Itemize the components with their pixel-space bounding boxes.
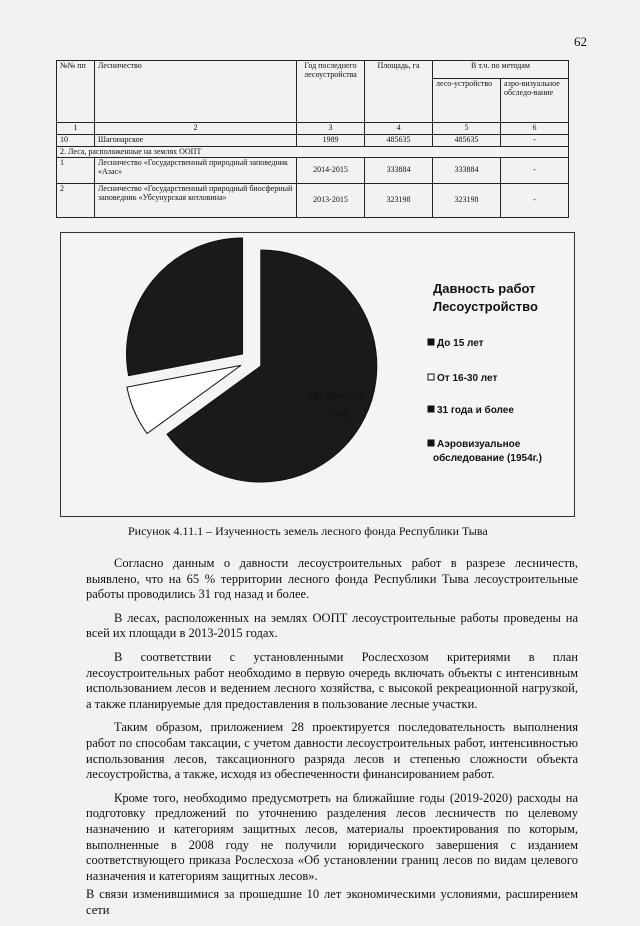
row-name: Лесничество «Государственный природный заповедник «Азас» — [95, 158, 297, 184]
row-num: 2 — [57, 184, 95, 218]
row-name: Лесничество «Государственный природный биосферный заповедник «Убсунурская котловина» — [95, 184, 297, 218]
body-text — [86, 556, 578, 926]
section-title: 2. Леса, расположенные на землях ООПТ — [57, 146, 569, 158]
row-year: 1989 — [297, 134, 365, 146]
col-number: 6 — [501, 123, 569, 135]
header-method-forest: лесо-устройство — [433, 79, 501, 123]
page-number: 62 — [574, 34, 587, 49]
header-method-aero: аэро-визуальное обследо-вание — [501, 79, 569, 123]
table-row — [57, 158, 569, 184]
paragraph: Таким образом, приложением 28 проектируется последовательность выполнения работ по способам таксации, с учетом давности лесоустроительных работ, интенсивностью использования лесов, таксационного разряда лесов и степенью сложности объекта лесоустройства, а также, исходя из обеспеченности финансированием работ. — [86, 720, 578, 782]
legend-swatch-1 — [428, 339, 434, 345]
legend-swatch-4 — [428, 440, 434, 446]
row-area: 323198 — [365, 184, 433, 218]
col-number: 1 — [57, 123, 95, 135]
pie-chart-figure — [60, 232, 575, 517]
figure-caption: Рисунок 4.11.1 – Изученность земель лесного фонда Республики Тыва — [128, 524, 488, 538]
header-area: Площадь, га — [365, 61, 433, 123]
legend-label: Аэровизуальное — [437, 439, 521, 450]
header-num: №№ пп — [57, 61, 95, 123]
row-aero: - — [501, 184, 569, 218]
forestry-table — [56, 60, 569, 218]
row-forest: 333884 — [433, 158, 501, 184]
paragraph: Согласно данным о давности лесоустроительных работ в разрезе лесничеств, выявлено, что на 65 % территории лесного фонда Республики Тыва лесоустроительные работы проводились 31 год назад и более. — [86, 556, 578, 602]
legend-title: Лесоустройство — [433, 299, 538, 314]
table-row — [57, 184, 569, 218]
col-number: 4 — [365, 123, 433, 135]
pie-slice-3 — [127, 238, 243, 376]
header-methods: В т.ч. по методам — [433, 61, 569, 79]
pie-chart — [61, 233, 574, 516]
row-forest: 485635 — [433, 134, 501, 146]
row-area: 333884 — [365, 158, 433, 184]
row-forest: 323198 — [433, 184, 501, 218]
legend-label: обследование (1954г.) — [433, 453, 542, 464]
col-number: 2 — [95, 123, 297, 135]
row-aero: - — [501, 158, 569, 184]
row-year: 2013-2015 — [297, 184, 365, 218]
row-area: 485635 — [365, 134, 433, 146]
paragraph: Кроме того, необходимо предусмотреть на ближайшие годы (2019-2020) расходы на подготовку предложений по уточнению разделения лесов лесничеств по целевому назначению и категориям защитных лесов, материалы проектирования по которым, выполненные в 2008 году не получили юридического завершения с изданием соответствующего приказа Рослесхоза «Об установлении границ лесов по видам целевого назначения и категориям защитных лесов». — [86, 790, 578, 883]
header-forestry: Лесничество — [95, 61, 297, 123]
paragraph: В связи изменившимися за прошедшие 10 лет экономическими условиями, расширением сети — [86, 887, 578, 917]
annotation-area-label: 763,8тыс.га — [307, 391, 364, 402]
table-row — [57, 134, 569, 146]
legend-swatch-2 — [428, 374, 434, 380]
legend-title: Давность работ — [433, 281, 536, 296]
annotation-percent-label: 7% — [333, 410, 348, 421]
row-num: 10 — [57, 134, 95, 146]
col-number: 3 — [297, 123, 365, 135]
col-number: 5 — [433, 123, 501, 135]
legend-label: 31 года и более — [437, 405, 514, 416]
row-year: 2014-2015 — [297, 158, 365, 184]
legend-swatch-3 — [428, 406, 434, 412]
legend-label: От 16-30 лет — [437, 373, 498, 384]
row-name: Шагонарское — [95, 134, 297, 146]
row-aero: - — [501, 134, 569, 146]
legend-label: До 15 лет — [437, 338, 484, 349]
paragraph: В соответствии с установленными Рослесхозом критериями в план лесоустроительных работ необходимо в первую очередь включать объекты с интенсивным использованием лесов и ведением лесного хозяйства, с высокой рекреационной нагрузкой, а также планируемые для предоставления в пользование лесные участки. — [86, 649, 578, 711]
row-num: 1 — [57, 158, 95, 184]
header-year: Год последнего лесоустройства — [297, 61, 365, 123]
paragraph: В лесах, расположенных на землях ООПТ лесоустроительные работы проведены на всей их площади в 2013-2015 годах. — [86, 610, 578, 641]
